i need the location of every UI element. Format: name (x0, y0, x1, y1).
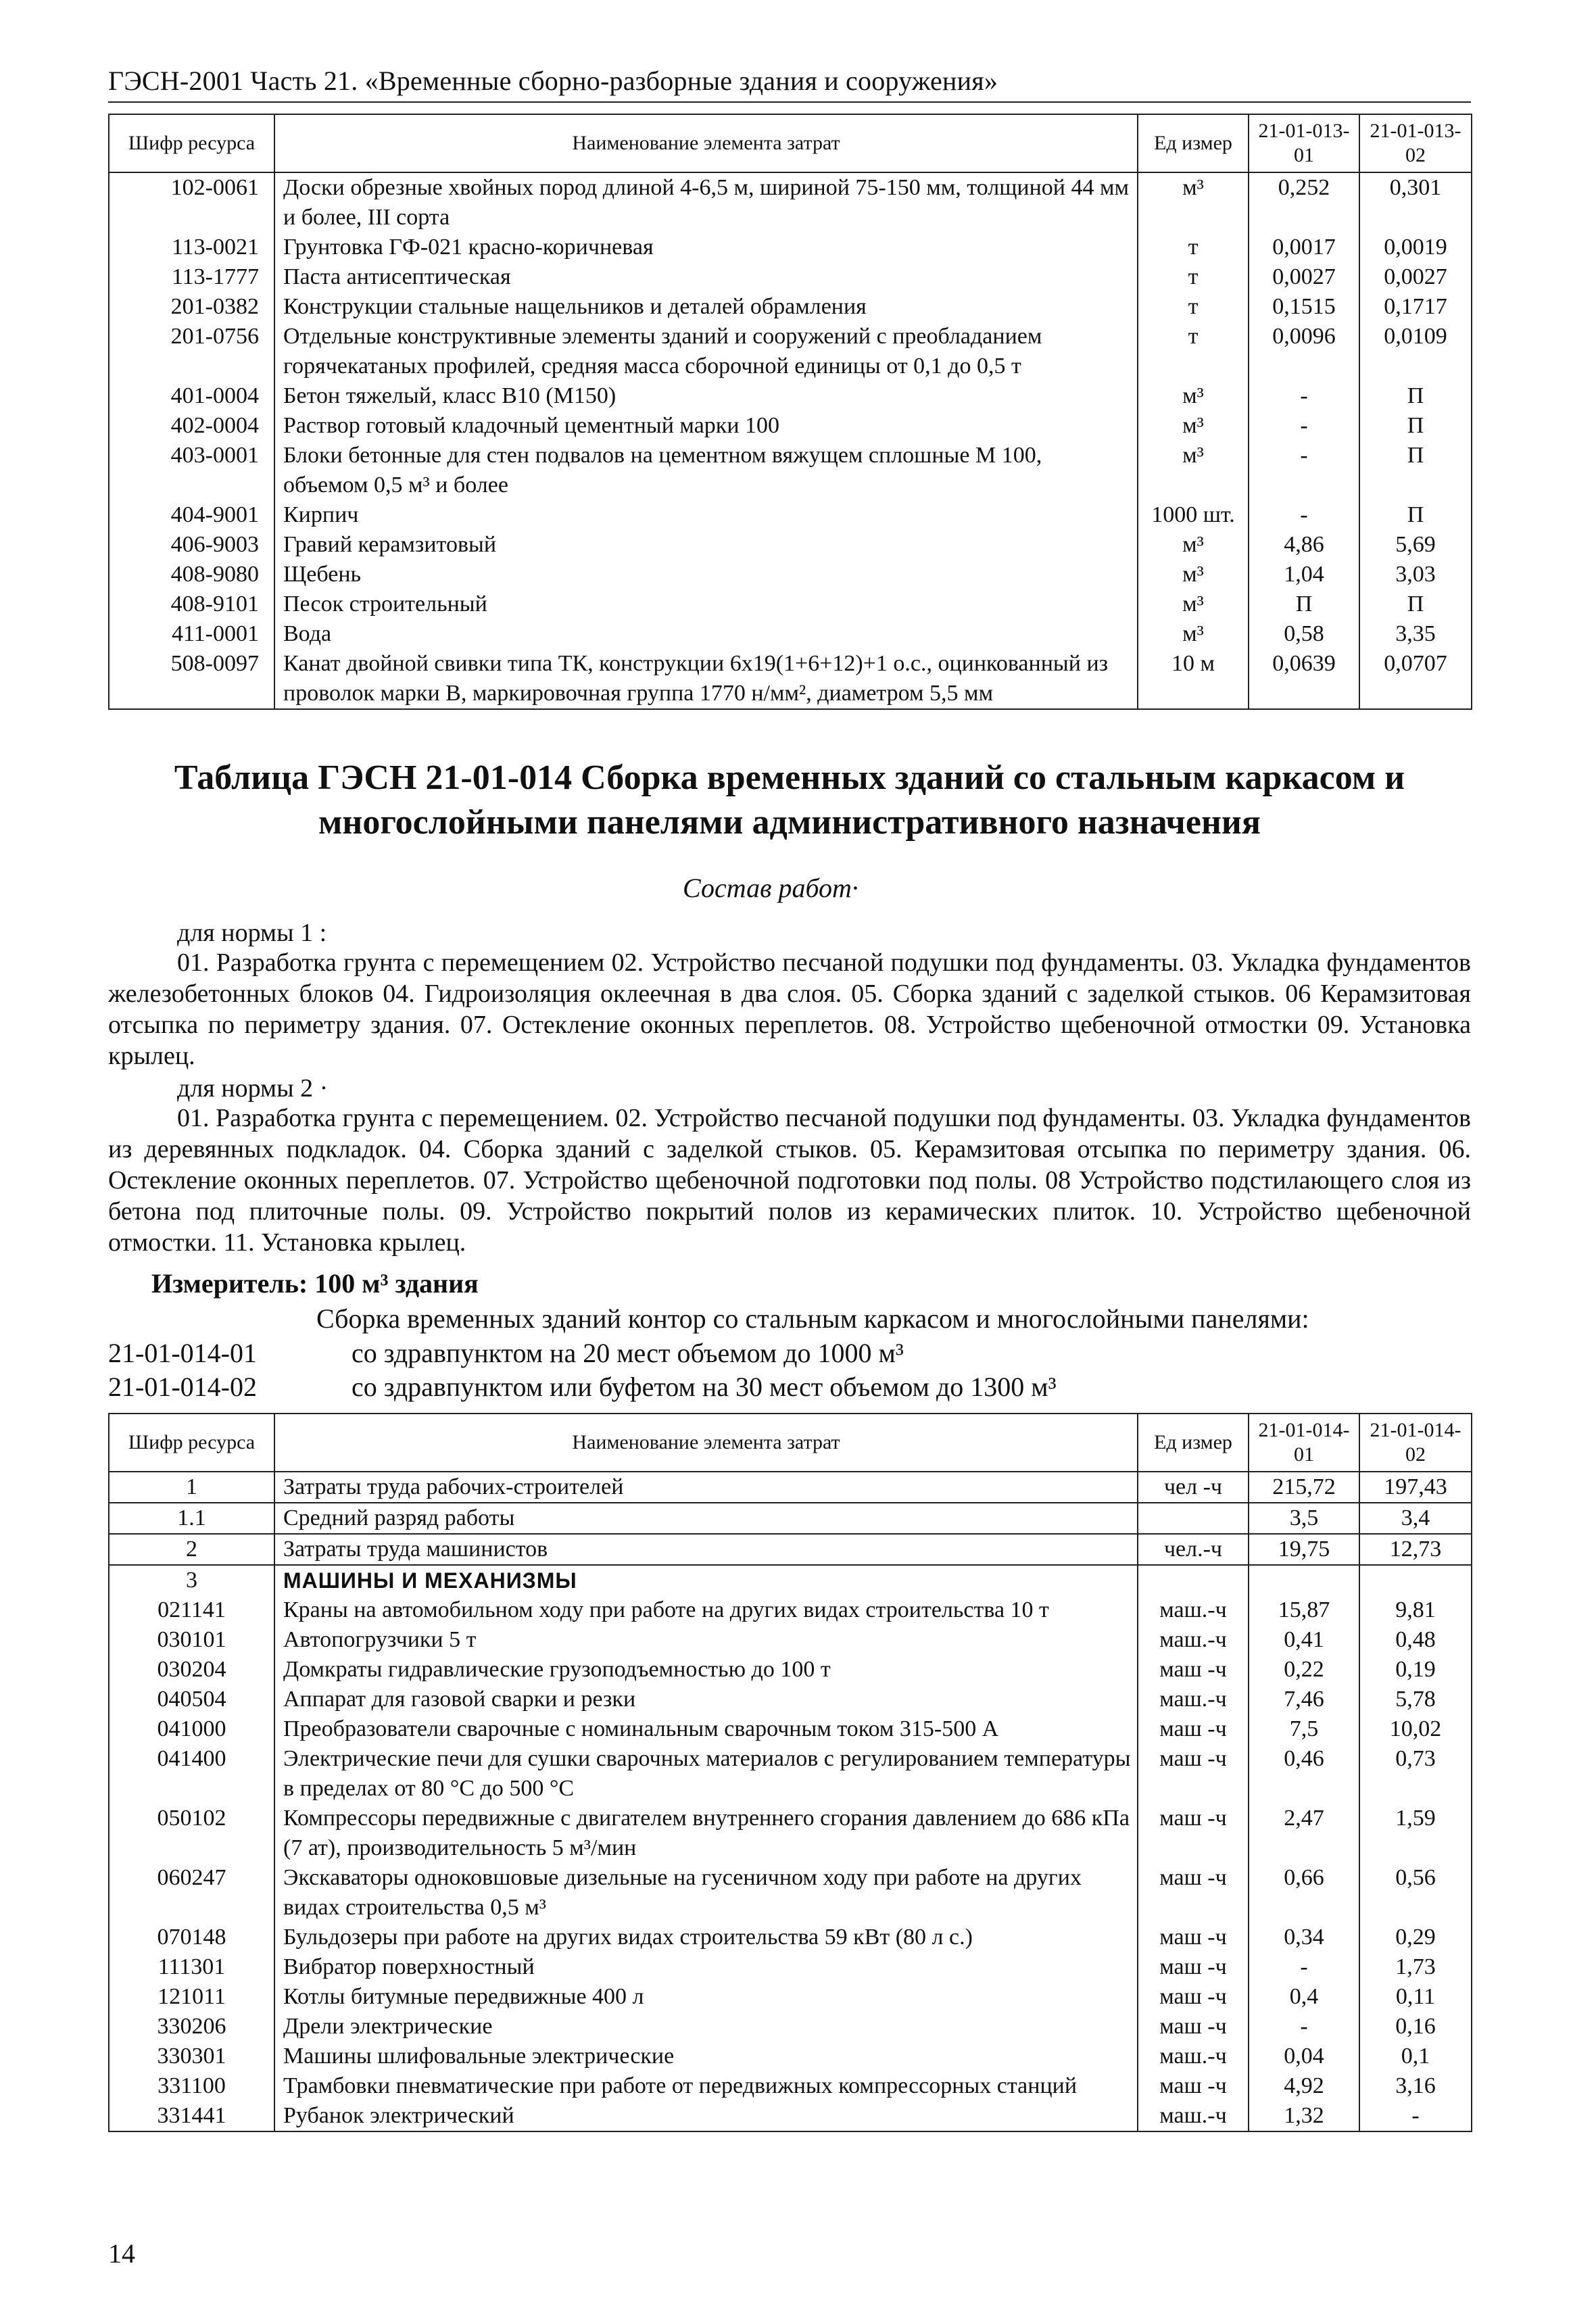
table-row (109, 262, 1472, 292)
cell-unit: м³ (1138, 530, 1249, 560)
cell-name: Грунтовка ГФ-021 красно-коричневая (274, 233, 1138, 262)
table-row (109, 1923, 1472, 1952)
cell-code: 401-0004 (109, 381, 274, 411)
cell-name: Рубанок электрический (274, 2101, 1138, 2131)
table-row (109, 1472, 1472, 1503)
norm-1-label: для нормы 1 : (177, 919, 327, 947)
cell-name: Канат двойной свивки типа ТК, конструкции 6х19(1+6+12)+1 о.с., оцинкованный из проволок марки В, маркировочная группа 1770 н/мм², диаметром 5,5 мм (274, 649, 1138, 709)
col-header-norm-1: 21-01-013-01 (1249, 114, 1359, 172)
cell-name: Паста антисептическая (274, 262, 1138, 292)
cell-norm-2: П (1359, 441, 1472, 500)
cell-norm-2: 0,0019 (1359, 233, 1472, 262)
measure-unit: Измеритель: 100 м³ здания (151, 1268, 479, 1299)
cell-code: 2 (109, 1534, 274, 1565)
cell-name: Вода (274, 619, 1138, 649)
cell-name: Домкраты гидравлические грузоподъемностью до 100 т (274, 1655, 1138, 1685)
cell-norm-2: 0,48 (1359, 1625, 1472, 1655)
cell-norm-1: 4,92 (1249, 2071, 1359, 2101)
cell-norm-2: П (1359, 411, 1472, 441)
cell-code: 330206 (109, 2012, 274, 2042)
cell-norm-2: 0,1 (1359, 2042, 1472, 2071)
table-row (109, 589, 1472, 619)
cell-norm-1: 0,0096 (1249, 322, 1359, 381)
table-header-row (109, 1414, 1472, 1472)
cell-code: 041000 (109, 1714, 274, 1744)
cell-norm-2: П (1359, 500, 1472, 530)
cell-name: Компрессоры передвижные с двигателем внутреннего сгорания давлением до 686 кПа (7 ат), производительность 5 м³/мин (274, 1804, 1138, 1863)
table-row (109, 1952, 1472, 1982)
table-row (109, 1655, 1472, 1685)
cell-code: 331441 (109, 2101, 274, 2131)
col-header-unit: Ед измер (1138, 114, 1249, 172)
cell-unit: м³ (1138, 589, 1249, 619)
cell-unit: маш -ч (1138, 1655, 1249, 1685)
col-header-code: Шифр ресурса (109, 1414, 274, 1472)
cell-code: 070148 (109, 1923, 274, 1952)
cell-norm-2: 0,1717 (1359, 292, 1472, 322)
cell-norm-2: 0,19 (1359, 1655, 1472, 1685)
cell-unit: маш -ч (1138, 1744, 1249, 1804)
table-row (109, 2071, 1472, 2101)
cell-name: Машины шлифовальные электрические (274, 2042, 1138, 2071)
cell-norm-2 (1359, 1565, 1472, 1595)
cell-name: Гравий керамзитовый (274, 530, 1138, 560)
cell-norm-1: 3,5 (1249, 1503, 1359, 1534)
cell-norm-1: 0,0639 (1249, 649, 1359, 709)
table-row (109, 1863, 1472, 1923)
cell-name: Средний разряд работы (274, 1503, 1138, 1534)
cell-name: Электрические печи для сушки сварочных материалов с регулированием температуры в пределах от 80 °С до 500 °С (274, 1744, 1138, 1804)
cell-unit: чел.-ч (1138, 1534, 1249, 1565)
cell-name: Трамбовки пневматические при работе от передвижных компрессорных станций (274, 2071, 1138, 2101)
cell-code: 404-9001 (109, 500, 274, 530)
assembly-heading: Сборка временных зданий контор со стальным каркасом и многослойными панелями: (316, 1303, 1309, 1334)
cell-name: Затраты труда рабочих-строителей (274, 1472, 1138, 1503)
cell-unit: м³ (1138, 619, 1249, 649)
cell-norm-1: 0,34 (1249, 1923, 1359, 1952)
cell-norm-2: 1,73 (1359, 1952, 1472, 1982)
cell-name: МАШИНЫ И МЕХАНИЗМЫ (274, 1565, 1138, 1595)
table-row (109, 233, 1472, 262)
cell-unit: маш.-ч (1138, 2042, 1249, 2071)
cell-name: Дрели электрические (274, 2012, 1138, 2042)
cell-norm-1: 0,0017 (1249, 233, 1359, 262)
cell-code: 408-9101 (109, 589, 274, 619)
table-row (109, 1685, 1472, 1714)
cell-norm-2: П (1359, 381, 1472, 411)
cell-norm-2: 0,11 (1359, 1982, 1472, 2012)
cell-norm-1: 0,66 (1249, 1863, 1359, 1923)
cell-code: 3 (109, 1565, 274, 1595)
col-header-name: Наименование элемента затрат (274, 1414, 1138, 1472)
cell-unit: маш -ч (1138, 2012, 1249, 2042)
cell-code: 1 (109, 1472, 274, 1503)
cell-norm-2: 1,59 (1359, 1804, 1472, 1863)
table-row (109, 1534, 1472, 1565)
cell-norm-2: 0,29 (1359, 1923, 1472, 1952)
col-header-norm-2: 21-01-014-02 (1359, 1414, 1472, 1472)
cell-norm-2: 9,81 (1359, 1595, 1472, 1625)
cell-code: 113-1777 (109, 262, 274, 292)
table-header-row (109, 114, 1472, 172)
table-row (109, 530, 1472, 560)
cell-name: Щебень (274, 560, 1138, 589)
cell-norm-2: 12,73 (1359, 1534, 1472, 1565)
cell-code: 408-9080 (109, 560, 274, 589)
cell-norm-2: 3,03 (1359, 560, 1472, 589)
cell-norm-1: 0,46 (1249, 1744, 1359, 1804)
running-header: ГЭСН-2001 Часть 21. «Временные сборно-разборные здания и сооружения» (108, 66, 998, 96)
norm-item (108, 1337, 904, 1369)
cell-norm-1: 7,46 (1249, 1685, 1359, 1714)
cell-norm-2: 3,4 (1359, 1503, 1472, 1534)
cell-code: 1.1 (109, 1503, 274, 1534)
col-header-norm-1: 21-01-014-01 (1249, 1414, 1359, 1472)
cell-name: Песок строительный (274, 589, 1138, 619)
cell-name: Краны на автомобильном ходу при работе на других видах строительства 10 т (274, 1595, 1138, 1625)
cell-norm-1: 2,47 (1249, 1804, 1359, 1863)
cell-name: Котлы битумные передвижные 400 л (274, 1982, 1138, 2012)
table-row (109, 441, 1472, 500)
cell-code: 411-0001 (109, 619, 274, 649)
cell-name: Бульдозеры при работе на других видах строительства 59 кВт (80 л с.) (274, 1923, 1138, 1952)
norm-1-works: 01. Разработка грунта с перемещением 02. Устройство песчаной подушки под фундаменты. 03. Укладка фундаментов железобетонных блоков 04. Гидроизоляция оклеечная в два слоя. 05. Сборка зданий с заделкой стыков. 06 Керамзитовая отсыпка по периметру здания. 07. Остекление оконных переплетов. 08. Устройство щебеночной отмостки 09. Установка крылец. (108, 948, 1471, 1070)
cell-norm-1: 0,4 (1249, 1982, 1359, 2012)
cell-unit: 1000 шт. (1138, 500, 1249, 530)
table-row (109, 411, 1472, 441)
cell-norm-2: 3,35 (1359, 619, 1472, 649)
cell-norm-1: 19,75 (1249, 1534, 1359, 1565)
cell-unit: м³ (1138, 381, 1249, 411)
cell-norm-2: 3,16 (1359, 2071, 1472, 2101)
cell-norm-1 (1249, 1565, 1359, 1595)
cell-unit: маш -ч (1138, 1923, 1249, 1952)
cell-norm-1: - (1249, 381, 1359, 411)
cell-code: 111301 (109, 1952, 274, 1982)
cell-unit: маш -ч (1138, 1804, 1249, 1863)
norm-code: 21-01-014-02 (108, 1372, 257, 1402)
cell-name: Кирпич (274, 500, 1138, 530)
cell-unit: маш -ч (1138, 1982, 1249, 2012)
cell-unit: маш -ч (1138, 1952, 1249, 1982)
cell-unit (1138, 1503, 1249, 1534)
cell-name: Конструкции стальные нащельников и деталей обрамления (274, 292, 1138, 322)
cell-unit: м³ (1138, 560, 1249, 589)
cell-unit: т (1138, 292, 1249, 322)
col-header-code: Шифр ресурса (109, 114, 274, 172)
table-row (109, 1744, 1472, 1804)
cell-unit: маш.-ч (1138, 1595, 1249, 1625)
cell-norm-2: 0,0109 (1359, 322, 1472, 381)
cell-code: 113-0021 (109, 233, 274, 262)
cell-code: 508-0097 (109, 649, 274, 709)
cell-norm-1: 0,0027 (1249, 262, 1359, 292)
cell-unit: т (1138, 322, 1249, 381)
cell-norm-1: 215,72 (1249, 1472, 1359, 1503)
cell-name: Экскаваторы одноковшовые дизельные на гусеничном ходу при работе на других видах строительства 0,5 м³ (274, 1863, 1138, 1923)
cell-code: 402-0004 (109, 411, 274, 441)
table-row (109, 649, 1472, 709)
table-row (109, 500, 1472, 530)
cell-unit: маш.-ч (1138, 1685, 1249, 1714)
table-row (109, 1982, 1472, 2012)
cell-norm-2: 5,69 (1359, 530, 1472, 560)
table-row (109, 2042, 1472, 2071)
cell-code: 060247 (109, 1863, 274, 1923)
cell-code: 030101 (109, 1625, 274, 1655)
cell-norm-1: 0,58 (1249, 619, 1359, 649)
norm-item (108, 1371, 1057, 1403)
cell-name: Автопогрузчики 5 т (274, 1625, 1138, 1655)
cell-unit (1138, 1565, 1249, 1595)
cell-norm-2: - (1359, 2101, 1472, 2131)
cell-norm-1: - (1249, 411, 1359, 441)
cell-name: Раствор готовый кладочный цементный марки 100 (274, 411, 1138, 441)
cell-norm-1: 0,1515 (1249, 292, 1359, 322)
cell-unit: т (1138, 233, 1249, 262)
cell-norm-1: 4,86 (1249, 530, 1359, 560)
norm-description: со здравпунктом на 20 мест объемом до 1000 м³ (352, 1338, 904, 1368)
composition-heading: Состав работ· (683, 873, 859, 903)
cell-norm-1: 15,87 (1249, 1595, 1359, 1625)
norm-code: 21-01-014-01 (108, 1338, 257, 1368)
cell-norm-2: 0,16 (1359, 2012, 1472, 2042)
cell-name: Аппарат для газовой сварки и резки (274, 1685, 1138, 1714)
cell-unit: т (1138, 262, 1249, 292)
cell-unit: маш.-ч (1138, 1625, 1249, 1655)
cell-norm-2: 0,0027 (1359, 262, 1472, 292)
resource-table-013 (108, 114, 1472, 710)
cell-unit: маш -ч (1138, 1863, 1249, 1923)
table-row (109, 1565, 1472, 1595)
cell-name: Затраты труда машинистов (274, 1534, 1138, 1565)
cell-unit: м³ (1138, 441, 1249, 500)
table-row (109, 172, 1472, 233)
cell-norm-2: 197,43 (1359, 1472, 1472, 1503)
cell-code: 201-0382 (109, 292, 274, 322)
cell-code: 121011 (109, 1982, 274, 2012)
cell-name: Преобразователи сварочные с номинальным сварочным током 315-500 А (274, 1714, 1138, 1744)
table-row (109, 2012, 1472, 2042)
cell-code: 030204 (109, 1655, 274, 1685)
cell-name: Доски обрезные хвойных пород длиной 4-6,5 м, шириной 75-150 мм, толщиной 44 мм и более, III сорта (274, 172, 1138, 233)
cell-code: 041400 (109, 1744, 274, 1804)
norm-2-works: 01. Разработка грунта с перемещением. 02. Устройство песчаной подушки под фундаменты. 03. Укладка фундаментов из деревянных подкладок. 04. Сборка зданий с заделкой стыков. 05. Керамзитовая отсыпка по периметру здания. 06. Остекление оконных переплетов. 07. Устройство щебеночной подготовки под полы. 08 Устройство подстилающего слоя из бетона под плиточные полы. 09. Устройство покрытий полов из керамических плиток. 10. Устройство щебеночной отмостки. 11. Установка крылец. (108, 1104, 1471, 1257)
cell-norm-2: П (1359, 589, 1472, 619)
cell-norm-2: 5,78 (1359, 1685, 1472, 1714)
cell-norm-1: П (1249, 589, 1359, 619)
table-row (109, 619, 1472, 649)
table-row (109, 2101, 1472, 2131)
cell-norm-2: 0,73 (1359, 1744, 1472, 1804)
cell-norm-1: - (1249, 441, 1359, 500)
cell-code: 331100 (109, 2071, 274, 2101)
table-title: Таблица ГЭСН 21-01-014 Сборка временных зданий со стальным каркасом и многослойными панелями административного назначения (174, 758, 1405, 842)
table-row (109, 292, 1472, 322)
cell-norm-1: 1,32 (1249, 2101, 1359, 2131)
table-body (109, 1472, 1472, 2131)
table-row (109, 1503, 1472, 1534)
col-header-name: Наименование элемента затрат (274, 114, 1138, 172)
cell-name: Отдельные конструктивные элементы зданий и сооружений с преобладанием горячекатаных профилей, средняя масса сборочной единицы от 0,1 до 0,5 т (274, 322, 1138, 381)
cell-norm-1: - (1249, 2012, 1359, 2042)
cell-unit: маш -ч (1138, 2071, 1249, 2101)
table-row (109, 1804, 1472, 1863)
cell-code: 330301 (109, 2042, 274, 2071)
cell-norm-2: 10,02 (1359, 1714, 1472, 1744)
cell-code: 040504 (109, 1685, 274, 1714)
cell-unit: м³ (1138, 172, 1249, 233)
col-header-unit: Ед измер (1138, 1414, 1249, 1472)
cell-norm-2: 0,56 (1359, 1863, 1472, 1923)
cell-code: 403-0001 (109, 441, 274, 500)
table-row (109, 381, 1472, 411)
resource-table-014 (108, 1413, 1472, 2132)
cell-code: 201-0756 (109, 322, 274, 381)
cell-unit: 10 м (1138, 649, 1249, 709)
cell-code: 050102 (109, 1804, 274, 1863)
cell-norm-1: - (1249, 500, 1359, 530)
table-row (109, 1714, 1472, 1744)
cell-name: Бетон тяжелый, класс В10 (М150) (274, 381, 1138, 411)
table-row (109, 560, 1472, 589)
cell-unit: м³ (1138, 411, 1249, 441)
norm-description: со здравпунктом или буфетом на 30 мест объемом до 1300 м³ (352, 1372, 1057, 1402)
cell-unit: чел -ч (1138, 1472, 1249, 1503)
cell-norm-2: 0,0707 (1359, 649, 1472, 709)
col-header-norm-2: 21-01-013-02 (1359, 114, 1472, 172)
cell-norm-1: 1,04 (1249, 560, 1359, 589)
cell-norm-1: 0,04 (1249, 2042, 1359, 2071)
cell-norm-1: - (1249, 1952, 1359, 1982)
cell-code: 406-9003 (109, 530, 274, 560)
table-row (109, 1625, 1472, 1655)
table-body (109, 172, 1472, 709)
cell-norm-2: 0,301 (1359, 172, 1472, 233)
cell-norm-1: 0,252 (1249, 172, 1359, 233)
cell-norm-1: 0,41 (1249, 1625, 1359, 1655)
table-row (109, 1595, 1472, 1625)
page-number: 14 (108, 2238, 135, 2269)
cell-name: Блоки бетонные для стен подвалов на цементном вяжущем сплошные М 100, объемом 0,5 м³ и более (274, 441, 1138, 500)
table-row (109, 322, 1472, 381)
header-rule (108, 101, 1471, 103)
cell-code: 102-0061 (109, 172, 274, 233)
cell-norm-1: 0,22 (1249, 1655, 1359, 1685)
norm-2-label: для нормы 2 · (177, 1074, 329, 1103)
cell-code: 021141 (109, 1595, 274, 1625)
cell-unit: маш -ч (1138, 1714, 1249, 1744)
cell-norm-1: 7,5 (1249, 1714, 1359, 1744)
cell-unit: маш.-ч (1138, 2101, 1249, 2131)
cell-name: Вибратор поверхностный (274, 1952, 1138, 1982)
